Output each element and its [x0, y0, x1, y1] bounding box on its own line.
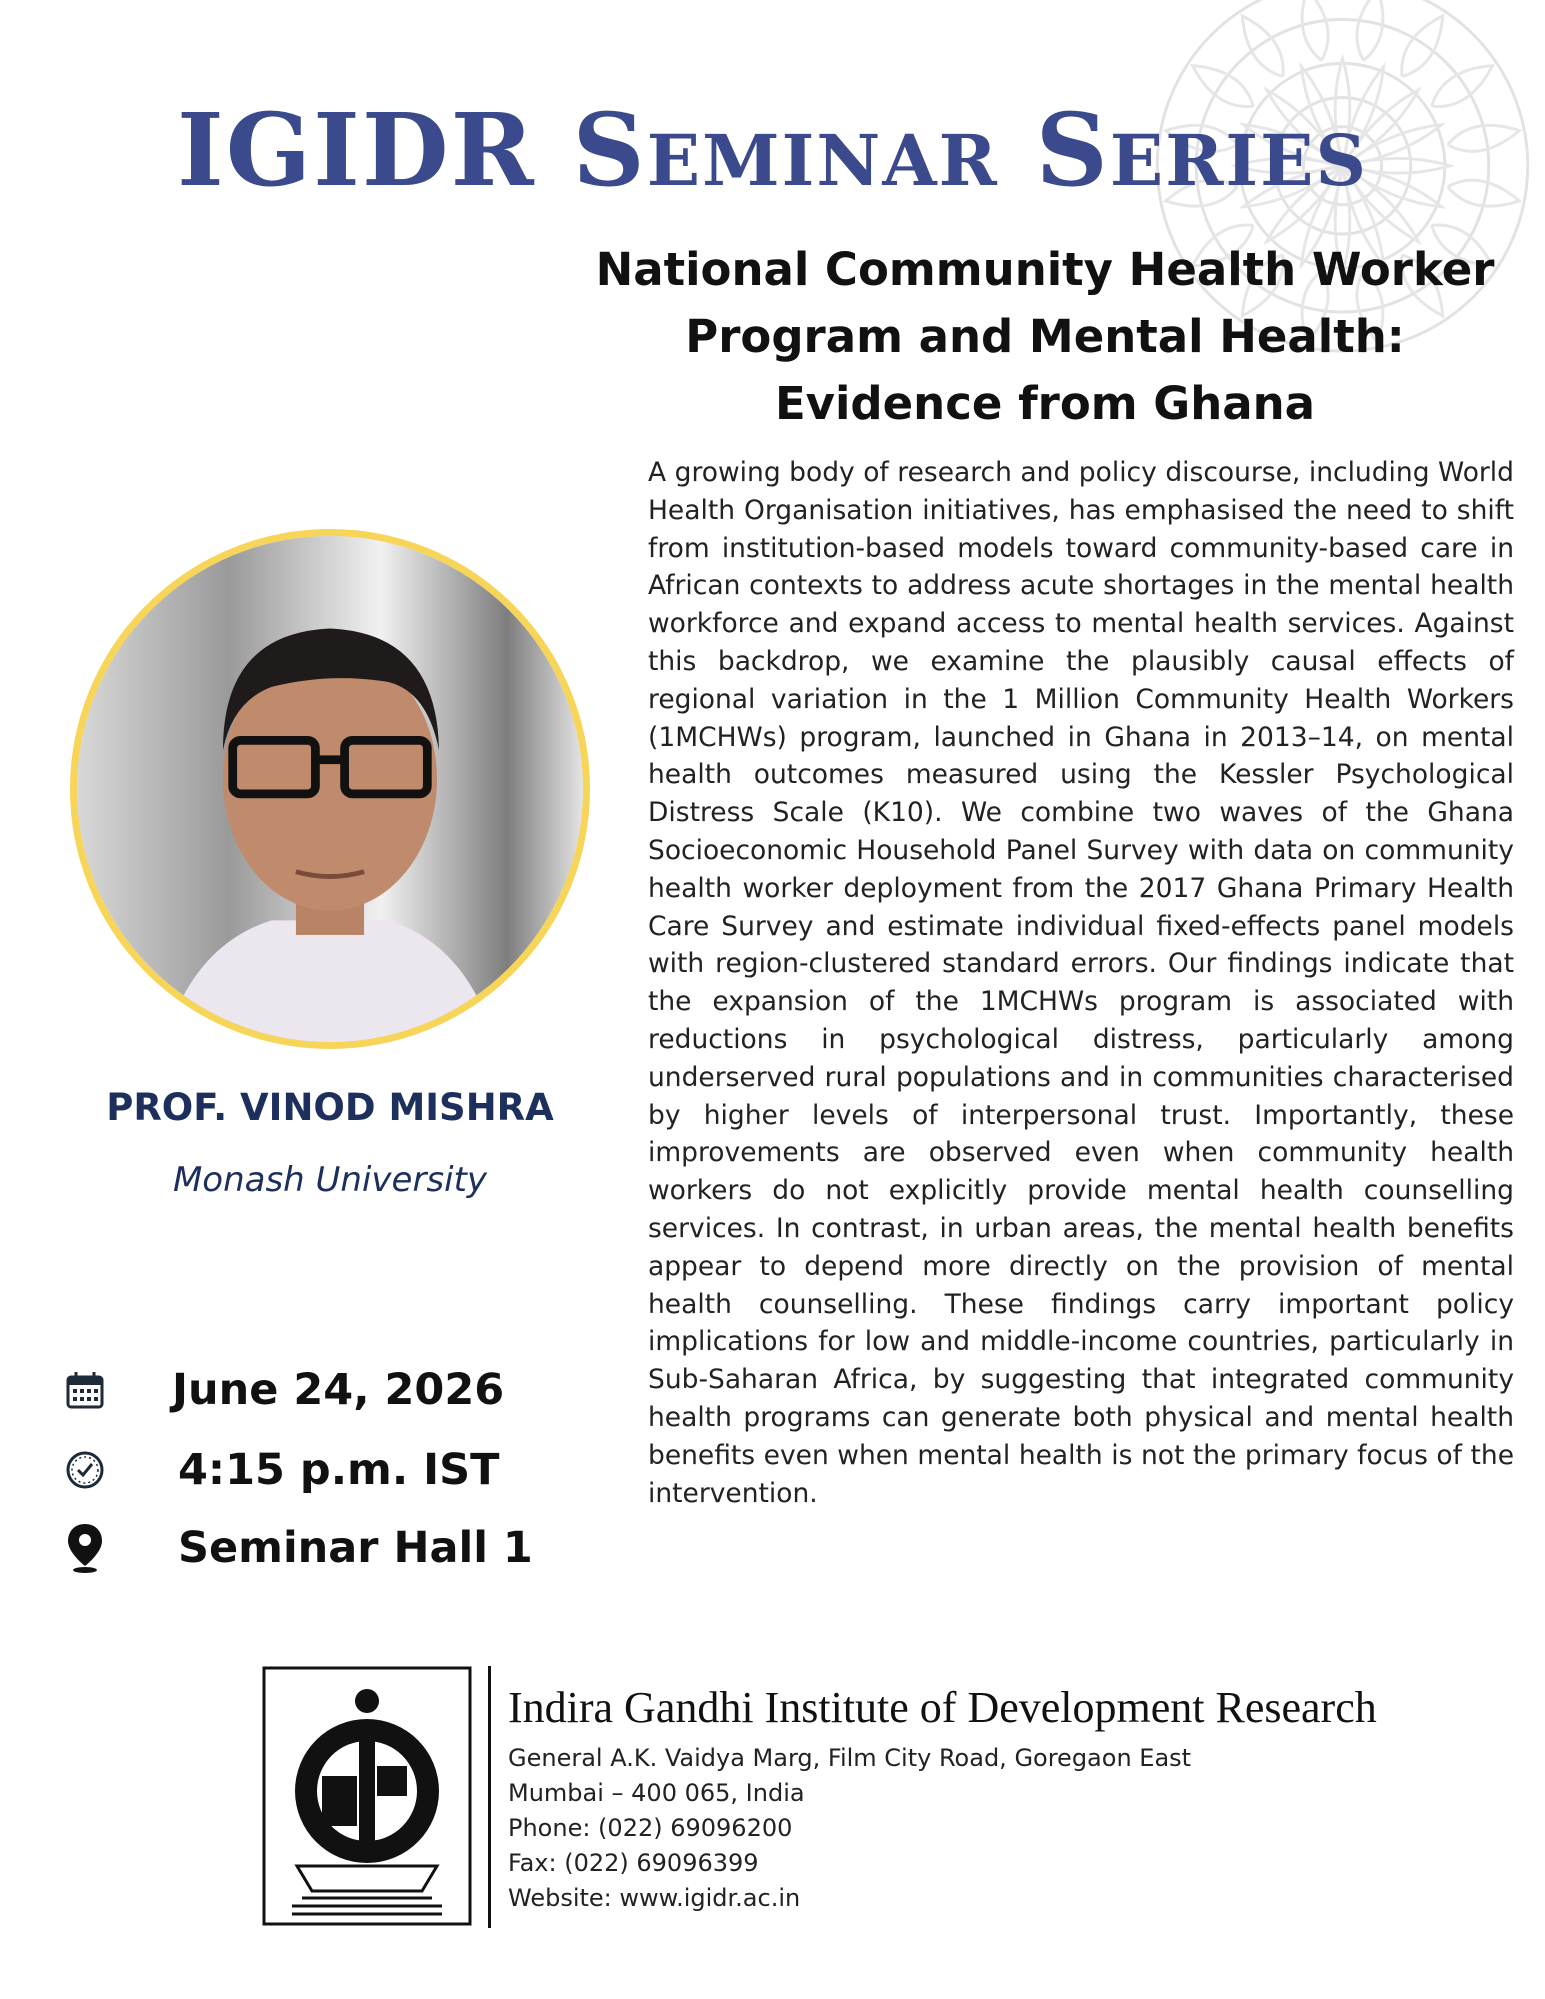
institute-name: Indira Gandhi Institute of Development Research [508, 1683, 1377, 1732]
address-line: Mumbai – 400 065, India [508, 1779, 805, 1807]
event-date: June 24, 2026 [172, 1365, 505, 1415]
address-line: General A.K. Vaidya Marg, Film City Road, Goregaon East [508, 1744, 1192, 1772]
footer-divider [488, 1666, 491, 1928]
website-line: Website: www.igidr.ac.in [508, 1884, 801, 1912]
series-title: IGIDR Seminar Series [176, 91, 1369, 209]
talk-title-line: National Community Health Worker [595, 243, 1495, 296]
talk-title [580, 236, 1510, 437]
date-row [60, 1360, 505, 1420]
igidr-logo [262, 1666, 472, 1926]
fax-line: Fax: (022) 69096399 [508, 1849, 759, 1877]
clock-icon [60, 1445, 110, 1495]
venue-row [60, 1518, 533, 1578]
speaker-name: PROF. VINOD MISHRA [106, 1086, 554, 1129]
location-pin-icon [60, 1523, 110, 1573]
calendar-icon [60, 1365, 110, 1415]
talk-title-line: Program and Mental Health: [685, 310, 1405, 363]
abstract-text: A growing body of research and policy discourse, including World Health Organisation initiatives, has emphasised the need to shift from institution-based models toward community-based care in African contexts to address acute shortages in the mental health workforce and expand access to mental health services. Against this backdrop, we examine the plausibly causal effects of regional variation in the 1 Million Community Health Workers (1MCHWs) program, launched in Ghana in 2013–14, on mental health outcomes measured using the Kessler Psychological Distress Scale (K10). We combine two waves of the Ghana Socioeconomic Household Panel Survey with data on community health worker deployment from the 2017 Ghana Primary Health Care Survey and estimate individual fixed-effects panel models with region-clustered standard errors. Our findings indicate that the expansion of the 1MCHWs program is associated with reductions in psychological distress, particularly among underserved rural populations and in communities characterised by higher levels of interpersonal trust. Importantly, these improvements are observed even when community health workers do not explicitly provide mental health counselling services. In contrast, in urban areas, the mental health benefits appear to depend more directly on the provision of mental health counselling. These findings carry important policy implications for low and middle-income countries, particularly in Sub-Saharan Africa, by suggesting that integrated community health programs can generate both physical and mental health benefits even when mental health is not the primary focus of the intervention. [648, 457, 1514, 1509]
phone-line: Phone: (022) 69096200 [508, 1814, 793, 1842]
speaker-affiliation: Monash University [172, 1160, 488, 1200]
event-venue: Seminar Hall 1 [178, 1523, 533, 1573]
time-row [60, 1440, 500, 1500]
talk-title-line: Evidence from Ghana [774, 377, 1316, 430]
event-time: 4:15 p.m. IST [178, 1445, 500, 1495]
speaker-photo [70, 529, 590, 1049]
